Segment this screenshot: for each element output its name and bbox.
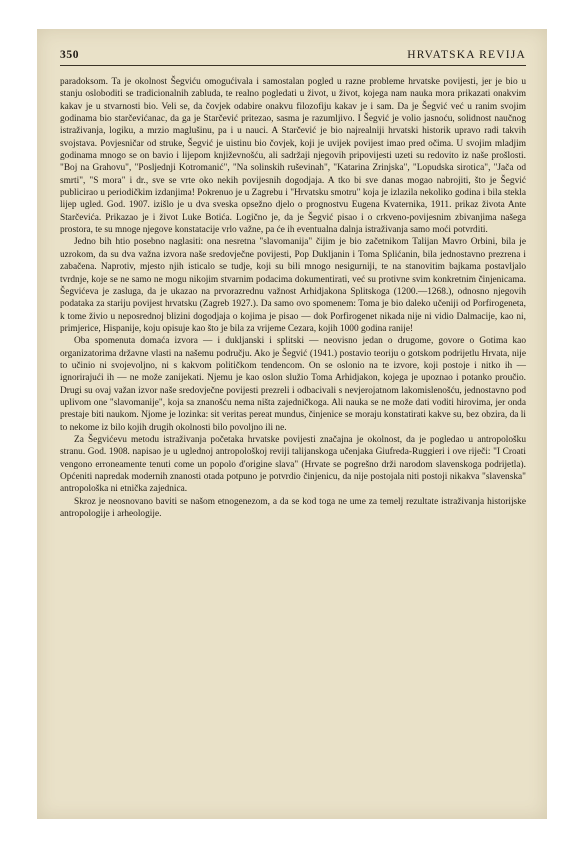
paragraph-1: paradoksom. Ta je okolnost Šegviću omogućivala i samostalan pogled u razne probleme hrvatske povijesti, jer je bio u stanju osloboditi se tradicionalnih zabluda, te realno pogledati u život, u život, kojega nam nauka mora prikazati onakvim kakav je u stvarnosti bio. Veli se, da čovjek odabire onakvu filozofiju kakav je i sam. Da je Šegvić već u ranim svojim godinama bio starčevićanac, da ga je Starčević pritezao, sasma je razumljivo. I Šegvić je volio jasnoću, solidnost naučnog istraživanja, logiku, a mrzio maglušinu, pa i u nauci. A Starčević je bio najrealniji hrvatski historik upravo radi takvih svojstava. Povjesničar od struke, Šegvić je uistinu bio čovjek, koji je uvijek povijest imao pred očima. U svojim mladjim godinama mnogo se on bavio i lijepom književnošću, ali sadržaji njegovih pripovijesti uzeti su redovito iz naše prošlosti. "Boj na Grahovu", "Posljednji Kotromanić", "Na solinskih ruševinah", "Katarina Zrinjska", "Lopudska sirotica", "Jača od smrti", "S mora" i dr., sve se vrte oko nekih povijesnih dogodjaja. A tko bi sve danas mogao nabrojiti, što je Šegvić publicirao u periodičkim izdanjima! Pokrenuo je u Zagrebu i "Hrvatsku smotru" koja je izlazila nekoliko godina i bila stekla lijep ugled. God. 1907. izišlo je u dva sveska opsežno djelo o prognostvu Eugena Kvaternika, 1911. prikaz života Ante Starčevića. Prikazao je i život Luke Botića. Logično je, da je Šegvić pisao i o crkveno-povijesnim zbivanjima našega prostora, te su mnoge njegove konstatacije vrlo važne, pa će ih eventualna dalnja istraživanja samo moći potvrditi. [60,77,526,236]
running-header [60,47,526,66]
journal-title: HRVATSKA REVIJA [407,49,526,61]
book-page [60,47,526,812]
paragraph-3: Oba spomenuta domaća izvora — i dukljanski i splitski — neovisno jedan o drugome, govore o Gotima kao organizatorima državne vlasti na našemu području. Ako je Šegvić (1941.) postavio teoriju o gotskom podrijetlu Hrvata, nije to učinio ni svojevoljno, ni s kakvom političkom tendencom. On se oslonio na te izvore, koji postoje i nitko ih — ignorirajući ih — ne može zanijekati. Njemu je kao oslon služio Toma Arhidjakon, kojega je upoznao i potanko proučio. Drugi su ovaj važan izvor naše sredovječne povijesti prezreli i odbacivali s nevjerojatnom lakomislenošću, jednostavno pod uplivom one "slavomanije", koja sa znanošću nema ništa zajedničkoga. Ali nauka se ne može dati voditi hirovima, jer onda prestaje biti naukom. Njome je lozinka: sit veritas pereat mundus, činjenice se moraju konstatirati kakve su, bez obzira, da li to nekome iz bilo kojih drugih okolnosti bilo povoljno ili ne. [60,336,526,433]
paragraph-4: Za Šegvićevu metodu istraživanja početaka hrvatske povijesti značajna je okolnost, da je pogledao u antropološku stranu. God. 1908. napisao je u uglednoj antropološkoj reviji talijanskoga učenjaka Giufreda-Ruggieri i ove riječi: "I Croati vengono erroneamente tenuti come un popolo d'origine slava" (Hrvate se pogrešno drži narodom slavenskoga podrijetla). Općeniti napredak modernih znanosti otada potpuno je potvrdio činjenicu, da nije postojala niti postoji nikakva "slavenska" antropološka ni etnička zajednica. [60,434,526,495]
page-number: 350 [60,49,80,61]
paragraph-5: Skroz je neosnovano baviti se našom etnogenezom, a da se kod toga ne ume za temelj rezultate istraživanja historijske antropologije i arheologije. [60,496,526,520]
article-body [60,76,526,520]
scanned-page [37,29,547,819]
paragraph-2: Jedno bih htio posebno naglasiti: ona nesretna "slavomanija" čijim je bio začetnikom Talijan Mavro Orbini, bila je uzrokom, da su dva važna izvora naše sredovječne povijesti, Pop Dukljanin i Toma Splićanin, bila jednostavno prezrena i zabačena. Naprotiv, mjesto njih isticalo se tudje, koji su bili mnogo nesigurniji, te na stanovitim bajkama postavljalo tvrdnje, koje se ne samo ne mogu nikojim stvarnim podacima dokumentirati, već su protivne svim konkretnim činjenicama. Šegvićeva je zasluga, da je ukazao na prvorazrednu važnost Arhidjakona Splitskoga (1200.—1268.), odnosno njegovih podataka za stariju povijest hrvatsku (Zagreb 1927.). Da samo ovo spomenem: Toma je bio daleko učeniji od Porfirogeneta, k tome živio u neposrednoj blizini dogodjaja o kojima je pisao — dok Porfirogenet nikada nije ni vidio Dalmacije, kao ni, primjerice, Hispanije, koju opisuje kao što je bila za vrijeme Cezara, kojih 1000 godina ranije! [60,237,526,334]
